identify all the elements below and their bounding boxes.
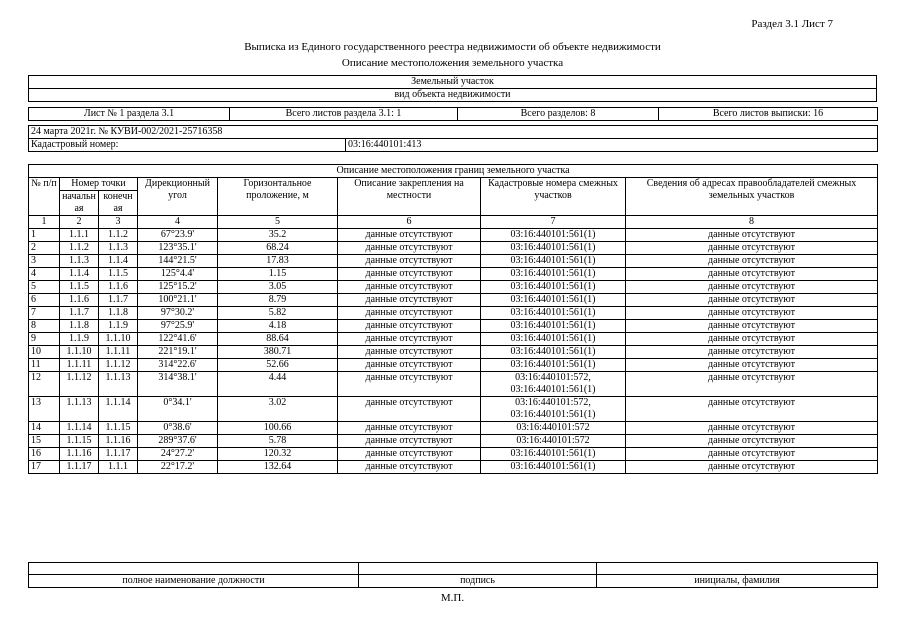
start-point: 1.1.17 xyxy=(60,461,99,474)
start-point: 1.1.6 xyxy=(60,294,99,307)
date-number: 24 марта 2021г. № КУВИ-002/2021-25716358 xyxy=(29,126,878,139)
end-point: 1.1.7 xyxy=(99,294,138,307)
row-number: 15 xyxy=(29,435,60,448)
owner-addresses: данные отсутствуют xyxy=(626,346,878,359)
start-point: 1.1.12 xyxy=(60,372,99,397)
signature-field xyxy=(359,563,597,575)
position-field xyxy=(29,563,359,575)
table-row xyxy=(29,448,878,461)
start-point: 1.1.9 xyxy=(60,333,99,346)
signature-label: подпись xyxy=(359,575,597,588)
adjacent-cadastral: 03:16:440101:572, 03:16:440101:561(1) xyxy=(481,372,626,397)
horizontal-length: 5.78 xyxy=(218,435,338,448)
total-sheets-extract: Всего листов выписки: 16 xyxy=(659,108,878,121)
adjacent-cadastral: 03:16:440101:561(1) xyxy=(481,242,626,255)
direction-angle: 0°34.1' xyxy=(138,397,218,422)
table-row xyxy=(29,307,878,320)
owner-addresses: данные отсутствуют xyxy=(626,333,878,346)
column-number: 5 xyxy=(218,216,338,229)
adjacent-cadastral: 03:16:440101:561(1) xyxy=(481,359,626,372)
column-number: 6 xyxy=(338,216,481,229)
sheet-info-row xyxy=(28,107,878,121)
end-point: 1.1.4 xyxy=(99,255,138,268)
sheet-number: Лист № 1 раздела 3.1 xyxy=(29,108,230,121)
header-start: начальн ая xyxy=(60,191,99,216)
horizontal-length: 3.02 xyxy=(218,397,338,422)
adjacent-cadastral: 03:16:440101:561(1) xyxy=(481,229,626,242)
fixing-description: данные отсутствуют xyxy=(338,294,481,307)
adjacent-cadastral: 03:16:440101:561(1) xyxy=(481,294,626,307)
table-row xyxy=(29,461,878,474)
column-numbers-row xyxy=(29,216,878,229)
table-row xyxy=(29,422,878,435)
table-row xyxy=(29,268,878,281)
direction-angle: 97°25.9' xyxy=(138,320,218,333)
adjacent-cadastral: 03:16:440101:561(1) xyxy=(481,268,626,281)
meta-box xyxy=(28,125,878,152)
adjacent-cadastral: 03:16:440101:572 xyxy=(481,435,626,448)
signature-block xyxy=(28,562,878,588)
horizontal-length: 5.82 xyxy=(218,307,338,320)
table-row xyxy=(29,397,878,422)
table-row xyxy=(29,333,878,346)
header-point-number: Номер точки xyxy=(60,178,138,191)
horizontal-length: 68.24 xyxy=(218,242,338,255)
end-point: 1.1.5 xyxy=(99,268,138,281)
start-point: 1.1.5 xyxy=(60,281,99,294)
adjacent-cadastral: 03:16:440101:561(1) xyxy=(481,255,626,268)
end-point: 1.1.6 xyxy=(99,281,138,294)
adjacent-cadastral: 03:16:440101:561(1) xyxy=(481,346,626,359)
header-adjacent: Кадастровые номера смежных участков xyxy=(481,178,626,216)
end-point: 1.1.13 xyxy=(99,372,138,397)
owner-addresses: данные отсутствуют xyxy=(626,255,878,268)
adjacent-cadastral: 03:16:440101:572 xyxy=(481,422,626,435)
horizontal-length: 120.32 xyxy=(218,448,338,461)
start-point: 1.1.7 xyxy=(60,307,99,320)
fixing-description: данные отсутствуют xyxy=(338,422,481,435)
fixing-description: данные отсутствуют xyxy=(338,268,481,281)
row-number: 7 xyxy=(29,307,60,320)
direction-angle: 100°21.1' xyxy=(138,294,218,307)
start-point: 1.1.10 xyxy=(60,346,99,359)
header-angle: Дирекционный угол xyxy=(138,178,218,216)
adjacent-cadastral: 03:16:440101:561(1) xyxy=(481,448,626,461)
object-kind-label: вид объекта недвижимости xyxy=(29,89,877,102)
owner-addresses: данные отсутствуют xyxy=(626,268,878,281)
end-point: 1.1.10 xyxy=(99,333,138,346)
horizontal-length: 35.2 xyxy=(218,229,338,242)
owner-addresses: данные отсутствуют xyxy=(626,229,878,242)
cadastral-value: 03:16:440101:413 xyxy=(346,139,878,152)
horizontal-length: 17.83 xyxy=(218,255,338,268)
header-num: № п/п xyxy=(29,178,60,216)
direction-angle: 0°38.6' xyxy=(138,422,218,435)
column-number: 8 xyxy=(626,216,878,229)
fixing-description: данные отсутствуют xyxy=(338,281,481,294)
end-point: 1.1.8 xyxy=(99,307,138,320)
direction-angle: 221°19.1' xyxy=(138,346,218,359)
direction-angle: 289°37.6' xyxy=(138,435,218,448)
owner-addresses: данные отсутствуют xyxy=(626,461,878,474)
end-point: 1.1.9 xyxy=(99,320,138,333)
fixing-description: данные отсутствуют xyxy=(338,255,481,268)
row-number: 4 xyxy=(29,268,60,281)
horizontal-length: 4.18 xyxy=(218,320,338,333)
header-fixing: Описание закрепления на местности xyxy=(338,178,481,216)
object-type: Земельный участок xyxy=(29,76,877,89)
section-sheet-label: Раздел 3.1 Лист 7 xyxy=(751,18,833,30)
page-subtitle: Описание местоположения земельного участка xyxy=(341,57,564,69)
table-row xyxy=(29,372,878,397)
stamp-label: М.П. xyxy=(440,592,465,604)
table-row xyxy=(29,346,878,359)
start-point: 1.1.1 xyxy=(60,229,99,242)
start-point: 1.1.16 xyxy=(60,448,99,461)
end-point: 1.1.17 xyxy=(99,448,138,461)
page-title: Выписка из Единого государственного реестра недвижимости об объекте недвижимости xyxy=(244,41,661,53)
name-field xyxy=(597,563,878,575)
start-point: 1.1.13 xyxy=(60,397,99,422)
row-number: 8 xyxy=(29,320,60,333)
start-point: 1.1.15 xyxy=(60,435,99,448)
direction-angle: 123°35.1' xyxy=(138,242,218,255)
name-label: инициалы, фамилия xyxy=(597,575,878,588)
start-point: 1.1.8 xyxy=(60,320,99,333)
header-length: Горизонтальное проложение, м xyxy=(218,178,338,216)
start-point: 1.1.3 xyxy=(60,255,99,268)
row-number: 14 xyxy=(29,422,60,435)
row-number: 12 xyxy=(29,372,60,397)
row-number: 10 xyxy=(29,346,60,359)
horizontal-length: 100.66 xyxy=(218,422,338,435)
start-point: 1.1.14 xyxy=(60,422,99,435)
column-number: 3 xyxy=(99,216,138,229)
end-point: 1.1.2 xyxy=(99,229,138,242)
end-point: 1.1.14 xyxy=(99,397,138,422)
column-number: 1 xyxy=(29,216,60,229)
fixing-description: данные отсутствуют xyxy=(338,242,481,255)
horizontal-length: 132.64 xyxy=(218,461,338,474)
table-row xyxy=(29,320,878,333)
direction-angle: 97°30.2' xyxy=(138,307,218,320)
direction-angle: 314°38.1' xyxy=(138,372,218,397)
end-point: 1.1.1 xyxy=(99,461,138,474)
fixing-description: данные отсутствуют xyxy=(338,372,481,397)
start-point: 1.1.2 xyxy=(60,242,99,255)
table-row xyxy=(29,294,878,307)
column-number: 4 xyxy=(138,216,218,229)
horizontal-length: 88.64 xyxy=(218,333,338,346)
column-number: 7 xyxy=(481,216,626,229)
row-number: 9 xyxy=(29,333,60,346)
row-number: 2 xyxy=(29,242,60,255)
fixing-description: данные отсутствуют xyxy=(338,397,481,422)
owner-addresses: данные отсутствуют xyxy=(626,320,878,333)
bounds-table-title: Описание местоположения границ земельного участка xyxy=(29,165,878,178)
horizontal-length: 3.05 xyxy=(218,281,338,294)
fixing-description: данные отсутствуют xyxy=(338,461,481,474)
start-point: 1.1.4 xyxy=(60,268,99,281)
adjacent-cadastral: 03:16:440101:561(1) xyxy=(481,320,626,333)
owner-addresses: данные отсутствуют xyxy=(626,448,878,461)
row-number: 5 xyxy=(29,281,60,294)
table-row xyxy=(29,435,878,448)
adjacent-cadastral: 03:16:440101:572, 03:16:440101:561(1) xyxy=(481,397,626,422)
end-point: 1.1.3 xyxy=(99,242,138,255)
adjacent-cadastral: 03:16:440101:561(1) xyxy=(481,281,626,294)
table-row xyxy=(29,359,878,372)
object-type-box xyxy=(28,75,877,102)
owner-addresses: данные отсутствуют xyxy=(626,294,878,307)
total-sections: Всего разделов: 8 xyxy=(458,108,659,121)
direction-angle: 122°41.6' xyxy=(138,333,218,346)
fixing-description: данные отсутствуют xyxy=(338,359,481,372)
total-sheets-section: Всего листов раздела 3.1: 1 xyxy=(230,108,458,121)
horizontal-length: 380.71 xyxy=(218,346,338,359)
direction-angle: 125°4.4' xyxy=(138,268,218,281)
end-point: 1.1.16 xyxy=(99,435,138,448)
fixing-description: данные отсутствуют xyxy=(338,333,481,346)
bounds-table xyxy=(28,164,878,474)
direction-angle: 314°22.6' xyxy=(138,359,218,372)
owner-addresses: данные отсутствуют xyxy=(626,359,878,372)
owner-addresses: данные отсутствуют xyxy=(626,242,878,255)
row-number: 16 xyxy=(29,448,60,461)
horizontal-length: 8.79 xyxy=(218,294,338,307)
end-point: 1.1.12 xyxy=(99,359,138,372)
horizontal-length: 4.44 xyxy=(218,372,338,397)
row-number: 13 xyxy=(29,397,60,422)
row-number: 1 xyxy=(29,229,60,242)
fixing-description: данные отсутствуют xyxy=(338,435,481,448)
table-row xyxy=(29,242,878,255)
direction-angle: 24°27.2' xyxy=(138,448,218,461)
header-owners: Сведения об адресах правообладателей смежных земельных участков xyxy=(626,178,878,216)
fixing-description: данные отсутствуют xyxy=(338,307,481,320)
fixing-description: данные отсутствуют xyxy=(338,448,481,461)
cadastral-label: Кадастровый номер: xyxy=(29,139,346,152)
horizontal-length: 52.66 xyxy=(218,359,338,372)
row-number: 3 xyxy=(29,255,60,268)
fixing-description: данные отсутствуют xyxy=(338,229,481,242)
row-number: 11 xyxy=(29,359,60,372)
adjacent-cadastral: 03:16:440101:561(1) xyxy=(481,333,626,346)
table-row xyxy=(29,281,878,294)
owner-addresses: данные отсутствуют xyxy=(626,372,878,397)
table-row xyxy=(29,255,878,268)
row-number: 6 xyxy=(29,294,60,307)
horizontal-length: 1.15 xyxy=(218,268,338,281)
adjacent-cadastral: 03:16:440101:561(1) xyxy=(481,307,626,320)
owner-addresses: данные отсутствуют xyxy=(626,397,878,422)
start-point: 1.1.11 xyxy=(60,359,99,372)
direction-angle: 144°21.5' xyxy=(138,255,218,268)
owner-addresses: данные отсутствуют xyxy=(626,281,878,294)
column-number: 2 xyxy=(60,216,99,229)
owner-addresses: данные отсутствуют xyxy=(626,422,878,435)
table-row xyxy=(29,229,878,242)
header-end: конечн ая xyxy=(99,191,138,216)
fixing-description: данные отсутствуют xyxy=(338,346,481,359)
direction-angle: 22°17.2' xyxy=(138,461,218,474)
owner-addresses: данные отсутствуют xyxy=(626,307,878,320)
direction-angle: 67°23.9' xyxy=(138,229,218,242)
direction-angle: 125°15.2' xyxy=(138,281,218,294)
fixing-description: данные отсутствуют xyxy=(338,320,481,333)
owner-addresses: данные отсутствуют xyxy=(626,435,878,448)
position-label: полное наименование должности xyxy=(29,575,359,588)
end-point: 1.1.11 xyxy=(99,346,138,359)
end-point: 1.1.15 xyxy=(99,422,138,435)
adjacent-cadastral: 03:16:440101:561(1) xyxy=(481,461,626,474)
row-number: 17 xyxy=(29,461,60,474)
